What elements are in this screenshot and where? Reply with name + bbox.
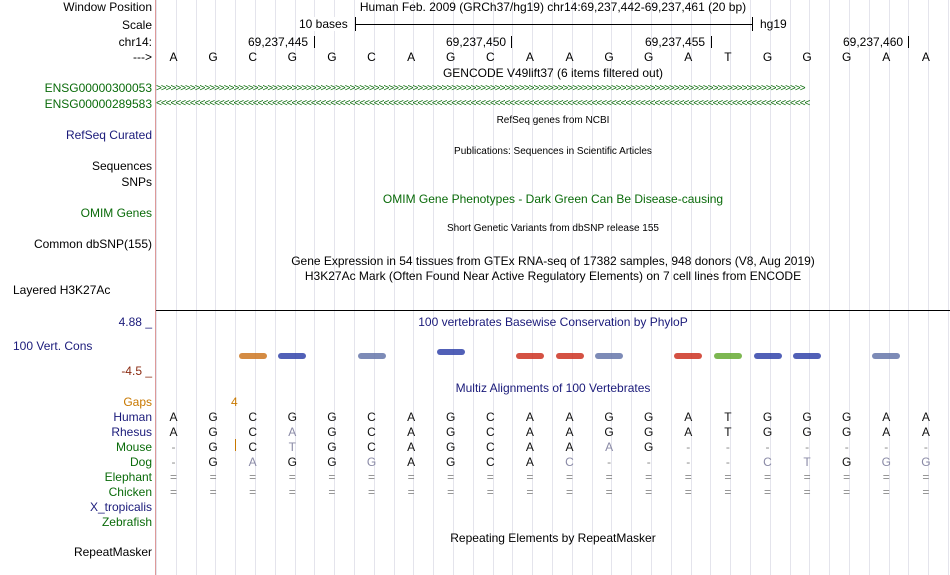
alignment-base-dog: T: [803, 455, 811, 469]
sequence-base: T: [724, 50, 732, 64]
conservation-mark: [516, 353, 544, 359]
alignment-base-dog: G: [208, 455, 218, 469]
alignment-base-rhesus: G: [327, 425, 337, 439]
alignment-base-dog: -: [725, 455, 730, 469]
track-divider: [156, 310, 950, 311]
label-cons-min: -4.5 _: [121, 364, 152, 378]
alignment-base-mouse: -: [884, 440, 889, 454]
alignment-base-mouse: C: [367, 440, 376, 454]
alignment-base-elephant: =: [763, 470, 771, 484]
sequence-base: A: [882, 50, 891, 64]
alignment-base-elephant: =: [249, 470, 257, 484]
alignment-base-chicken: =: [486, 485, 494, 499]
alignment-base-rhesus: A: [525, 425, 534, 439]
alignment-base-rhesus: T: [724, 425, 732, 439]
alignment-base-elephant: =: [645, 470, 653, 484]
track-image-panel[interactable]: [156, 0, 950, 575]
gene2-feature[interactable]: <<<<<<<<<<<<<<<<<<<<<<<<<<<<<<<<<<<<<<<<<<<<<<<<<<<<<<<<<<<<<<<<<<<<<<<<<<<<<<<<<<<<<<<<<<<<<<<<<<<<<<<<<<<<<<<<<<<<<<<<<<<<<<<<<<<<<<<: [156, 100, 810, 108]
alignment-base-rhesus: G: [644, 425, 654, 439]
sequence-base: C: [248, 50, 258, 64]
alignment-base-mouse: -: [686, 440, 691, 454]
sequence-base: G: [842, 50, 852, 64]
alignment-base-chicken: =: [249, 485, 257, 499]
refseq-title[interactable]: RefSeq genes from NCBI: [496, 115, 610, 126]
sequence-base: A: [565, 50, 574, 64]
sequence-base: A: [407, 50, 416, 64]
alignment-base-mouse: -: [171, 440, 176, 454]
conservation-mark: [437, 349, 465, 355]
alignment-base-mouse: -: [844, 440, 849, 454]
alignment-base-human: G: [802, 410, 812, 424]
label-omim[interactable]: OMIM Genes: [80, 206, 152, 220]
alignment-base-human: A: [525, 410, 534, 424]
label-gaps: Gaps: [123, 395, 152, 409]
alignment-base-dog: -: [607, 455, 612, 469]
alignment-base-dog: A: [407, 455, 416, 469]
sequence-base: C: [367, 50, 376, 64]
conservation-mark: [239, 353, 267, 359]
alignment-base-human: G: [644, 410, 654, 424]
label-species-elephant[interactable]: Elephant: [104, 470, 152, 484]
alignment-base-rhesus: A: [169, 425, 178, 439]
label-species-dog[interactable]: Dog: [129, 455, 152, 469]
alignment-base-rhesus: A: [407, 425, 416, 439]
scale-bar: [355, 24, 752, 25]
alignment-base-mouse: C: [248, 440, 258, 454]
alignment-base-elephant: =: [407, 470, 415, 484]
gene1-feature[interactable]: >>>>>>>>>>>>>>>>>>>>>>>>>>>>>>>>>>>>>>>>>>>>>>>>>>>>>>>>>>>>>>>>>>>>>>>>>>>>>>>>>>>>>>>>>>>>>>>>>>>>>>>>>>>>>>>>>>>>>>>>>>>>>>>>>>>>>>: [156, 85, 805, 93]
track-labels-panel: [0, 0, 156, 575]
alignment-base-dog: -: [171, 455, 176, 469]
alignment-base-mouse: A: [605, 440, 614, 454]
position-header: Human Feb. 2009 (GRCh37/hg19) chr14:69,237,442-69,237,461 (20 bp): [359, 0, 747, 14]
alignment-base-human: A: [407, 410, 416, 424]
conservation-mark: [754, 353, 782, 359]
alignment-base-human: A: [921, 410, 930, 424]
coord-tick: [908, 36, 909, 48]
conservation-mark: [674, 353, 702, 359]
alignment-base-rhesus: G: [604, 425, 614, 439]
alignment-base-chicken: =: [763, 485, 771, 499]
alignment-base-elephant: =: [882, 470, 890, 484]
sequence-base: G: [644, 50, 654, 64]
alignment-base-rhesus: G: [208, 425, 218, 439]
alignment-base-chicken: =: [169, 485, 177, 499]
alignment-base-chicken: =: [882, 485, 890, 499]
alignment-base-human: G: [762, 410, 773, 424]
sequence-base: G: [208, 50, 218, 64]
alignment-base-mouse: -: [923, 440, 928, 454]
alignment-base-dog: G: [287, 455, 297, 469]
coord-label: 69,237,445: [248, 35, 309, 49]
coord-tick: [314, 36, 315, 48]
alignment-base-chicken: =: [645, 485, 653, 499]
alignment-base-rhesus: A: [921, 425, 930, 439]
alignment-base-mouse: -: [765, 440, 770, 454]
conservation-mark: [595, 353, 623, 359]
alignment-base-elephant: =: [565, 470, 573, 484]
alignment-base-elephant: =: [803, 470, 811, 484]
alignment-base-mouse: T: [288, 440, 296, 454]
alignment-base-rhesus: G: [762, 425, 773, 439]
alignment-base-chicken: =: [288, 485, 296, 499]
alignment-base-mouse: A: [407, 440, 416, 454]
alignment-base-human: G: [842, 410, 852, 424]
alignment-base-elephant: =: [288, 470, 296, 484]
alignment-base-chicken: =: [526, 485, 534, 499]
scale-text: 10 bases: [299, 17, 348, 31]
gencode-title[interactable]: GENCODE V49lift37 (6 items filtered out): [442, 66, 664, 80]
label-species-chicken[interactable]: Chicken: [108, 485, 152, 499]
alignment-base-chicken: =: [447, 485, 455, 499]
alignment-base-mouse: -: [725, 440, 730, 454]
alignment-base-dog: -: [686, 455, 691, 469]
alignment-base-chicken: =: [209, 485, 217, 499]
alignment-base-dog: C: [763, 455, 772, 469]
coord-label: 69,237,450: [446, 35, 507, 49]
conservation-mark: [793, 353, 821, 359]
label-species-zebrafish[interactable]: Zebrafish: [101, 515, 152, 529]
alignment-base-mouse: G: [446, 440, 456, 454]
alignment-base-dog: C: [485, 455, 495, 469]
sequence-base: A: [169, 50, 178, 64]
coord-tick: [711, 36, 712, 48]
alignment-base-human: G: [208, 410, 218, 424]
alignment-base-dog: G: [921, 455, 931, 469]
label-cons-max: 4.88 _: [118, 315, 152, 329]
alignment-base-dog: C: [565, 455, 574, 469]
sequence-base: G: [762, 50, 773, 64]
coord-tick: [511, 36, 512, 48]
alignment-base-mouse: -: [805, 440, 810, 454]
alignment-base-rhesus: G: [842, 425, 852, 439]
label-scale: Scale: [121, 18, 152, 32]
alignment-base-rhesus: A: [882, 425, 891, 439]
alignment-base-elephant: =: [605, 470, 613, 484]
coord-label: 69,237,460: [843, 35, 904, 49]
alignment-base-rhesus: A: [684, 425, 693, 439]
label-gene1[interactable]: ENSG00000300053: [44, 81, 152, 95]
phylop-title[interactable]: 100 vertebrates Basewise Conservation by PhyloP: [418, 315, 688, 329]
label-refseq[interactable]: RefSeq Curated: [65, 128, 152, 142]
alignment-base-elephant: =: [447, 470, 455, 484]
label-species-human[interactable]: Human: [113, 410, 152, 424]
alignment-base-human: C: [248, 410, 258, 424]
h3k27ac-title[interactable]: H3K27Ac Mark (Often Found Near Active Regulatory Elements) on 7 cell lines from ENCODE: [304, 269, 802, 283]
conservation-mark: [278, 353, 306, 359]
conservation-mark: [714, 353, 742, 359]
alignment-base-elephant: =: [922, 470, 930, 484]
alignment-base-human: G: [327, 410, 337, 424]
label-snps[interactable]: SNPs: [121, 175, 152, 189]
alignment-base-elephant: =: [367, 470, 375, 484]
label-chrom: chr14:: [118, 35, 152, 49]
alignment-base-human: C: [485, 410, 495, 424]
alignment-base-chicken: =: [328, 485, 336, 499]
alignment-base-chicken: =: [843, 485, 851, 499]
alignment-base-chicken: =: [684, 485, 692, 499]
alignment-base-human: A: [882, 410, 891, 424]
alignment-base-mouse: G: [644, 440, 654, 454]
alignment-base-human: G: [604, 410, 614, 424]
alignment-base-dog: -: [646, 455, 651, 469]
alignment-base-dog: A: [248, 455, 257, 469]
alignment-base-rhesus: G: [802, 425, 812, 439]
alignment-base-elephant: =: [684, 470, 692, 484]
alignment-base-rhesus: A: [565, 425, 574, 439]
label-strand: --->: [133, 50, 152, 64]
alignment-base-chicken: =: [367, 485, 375, 499]
alignment-base-chicken: =: [724, 485, 732, 499]
conservation-mark: [556, 353, 584, 359]
alignment-base-human: T: [724, 410, 732, 424]
sequence-base: G: [802, 50, 812, 64]
alignment-base-dog: G: [881, 455, 891, 469]
alignment-base-elephant: =: [843, 470, 851, 484]
label-h3k27ac[interactable]: Layered H3K27Ac: [13, 283, 111, 297]
label-sequences[interactable]: Sequences: [91, 159, 152, 173]
label-species-mouse[interactable]: Mouse: [115, 440, 152, 454]
alignment-base-elephant: =: [724, 470, 732, 484]
sequence-base: C: [485, 50, 495, 64]
label-species-xtropicalis[interactable]: X_tropicalis: [89, 500, 152, 514]
sequence-base: A: [921, 50, 930, 64]
sequence-base: G: [327, 50, 337, 64]
alignment-base-mouse: A: [525, 440, 534, 454]
alignment-base-rhesus: G: [446, 425, 456, 439]
label-gene2[interactable]: ENSG00000289583: [44, 97, 152, 111]
assembly-label: hg19: [760, 17, 787, 31]
publications-title[interactable]: Publications: Sequences in Scientific Articles: [454, 146, 652, 157]
alignment-base-rhesus: C: [248, 425, 258, 439]
alignment-base-chicken: =: [565, 485, 573, 499]
sequence-base: G: [287, 50, 297, 64]
alignment-base-mouse: C: [485, 440, 495, 454]
alignment-base-dog: G: [366, 455, 377, 469]
alignment-base-human: A: [565, 410, 574, 424]
alignment-base-human: A: [169, 410, 178, 424]
alignment-base-rhesus: C: [367, 425, 376, 439]
alignment-base-human: C: [367, 410, 376, 424]
scale-bar-right-tick: [752, 17, 753, 31]
multiz-title[interactable]: Multiz Alignments of 100 Vertebrates: [455, 381, 651, 395]
sequence-base: A: [525, 50, 534, 64]
alignment-base-dog: G: [842, 455, 852, 469]
alignment-base-chicken: =: [803, 485, 811, 499]
repeatmasker-title[interactable]: Repeating Elements by RepeatMasker: [450, 531, 656, 545]
alignment-base-human: G: [446, 410, 456, 424]
conservation-mark: [358, 353, 386, 359]
alignment-base-mouse: G: [327, 440, 337, 454]
gap-count: 4: [231, 395, 238, 409]
sequence-base: G: [604, 50, 614, 64]
alignment-base-human: G: [287, 410, 297, 424]
label-window-position: Window Position: [63, 0, 152, 14]
alignment-base-elephant: =: [328, 470, 336, 484]
label-dbsnp[interactable]: Common dbSNP(155): [33, 237, 152, 251]
alignment-base-mouse: A: [565, 440, 574, 454]
scale-bar-left-tick: [355, 17, 356, 31]
label-species-rhesus[interactable]: Rhesus: [111, 425, 152, 439]
alignment-base-chicken: =: [605, 485, 613, 499]
alignment-base-mouse: G: [208, 440, 218, 454]
alignment-base-elephant: =: [526, 470, 534, 484]
alignment-base-chicken: =: [922, 485, 930, 499]
alignment-base-human: A: [684, 410, 693, 424]
alignment-base-dog: G: [446, 455, 456, 469]
coord-label: 69,237,455: [645, 35, 706, 49]
omim-title[interactable]: OMIM Gene Phenotypes - Dark Green Can Be Disease-causing: [382, 192, 724, 206]
alignment-base-elephant: =: [209, 470, 217, 484]
alignment-base-dog: G: [327, 455, 337, 469]
conservation-mark: [872, 353, 900, 359]
alignment-base-elephant: =: [169, 470, 177, 484]
alignment-base-dog: A: [525, 455, 534, 469]
alignment-base-elephant: =: [486, 470, 494, 484]
alignment-base-chicken: =: [407, 485, 415, 499]
label-repeatmasker[interactable]: RepeatMasker: [73, 545, 152, 559]
alignment-base-rhesus: A: [288, 425, 297, 439]
gtex-title[interactable]: Gene Expression in 54 tissues from GTEx RNA-seq of 17382 samples, 948 donors (V8, Aug 2019): [291, 254, 815, 268]
dbsnp-title[interactable]: Short Genetic Variants from dbSNP release 155: [447, 223, 659, 234]
sequence-base: G: [446, 50, 456, 64]
alignment-base-rhesus: C: [485, 425, 495, 439]
sequence-base: A: [684, 50, 693, 64]
label-cons-name[interactable]: 100 Vert. Cons: [13, 339, 93, 353]
